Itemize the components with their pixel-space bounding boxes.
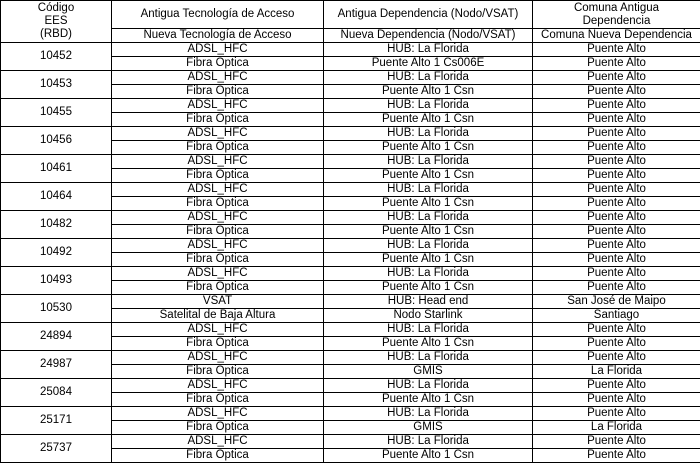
cell-new-dependency: GMIS <box>324 365 533 379</box>
header-new-comuna: Comuna Nueva Dependencia <box>533 29 700 43</box>
cell-new-dependency: GMIS <box>324 421 533 435</box>
cell-code: 25737 <box>1 435 112 463</box>
cell-old-tech: VSAT <box>112 295 324 309</box>
table-header <box>1 1 700 43</box>
header-old-dependency: Antigua Dependencia (Nodo/VSAT) <box>324 1 533 29</box>
cell-new-comuna: Puente Alto <box>533 281 700 295</box>
table-row-old <box>1 379 700 393</box>
cell-old-comuna: Puente Alto <box>533 267 700 281</box>
cell-old-dependency: HUB: Head end <box>324 295 533 309</box>
table-row-old <box>1 295 700 309</box>
cell-new-comuna: Puente Alto <box>533 449 700 463</box>
cell-new-dependency: Puente Alto 1 Csn <box>324 169 533 183</box>
cell-old-dependency: HUB: La Florida <box>324 183 533 197</box>
cell-new-tech: Fibra Óptica <box>112 365 324 379</box>
cell-new-dependency: Puente Alto 1 Csn <box>324 393 533 407</box>
header-old-comuna: Comuna Antigua Dependencia <box>533 1 700 29</box>
cell-new-comuna: Puente Alto <box>533 253 700 267</box>
cell-old-comuna: Puente Alto <box>533 99 700 113</box>
cell-old-comuna: Puente Alto <box>533 239 700 253</box>
table-row-old <box>1 183 700 197</box>
cell-old-tech: ADSL_HFC <box>112 267 324 281</box>
cell-new-comuna: La Florida <box>533 365 700 379</box>
table-row-old <box>1 127 700 141</box>
cell-new-tech: Fibra Óptica <box>112 197 324 211</box>
cell-new-comuna: Puente Alto <box>533 113 700 127</box>
cell-old-tech: ADSL_HFC <box>112 351 324 365</box>
cell-new-comuna: Puente Alto <box>533 393 700 407</box>
cell-old-dependency: HUB: La Florida <box>324 127 533 141</box>
cell-old-tech: ADSL_HFC <box>112 127 324 141</box>
cell-new-tech: Fibra Óptica <box>112 253 324 267</box>
cell-old-comuna: Puente Alto <box>533 71 700 85</box>
cell-new-tech: Fibra Óptica <box>112 57 324 71</box>
cell-code: 25171 <box>1 407 112 435</box>
cell-new-tech: Fibra Óptica <box>112 337 324 351</box>
cell-new-tech: Satelital de Baja Altura <box>112 309 324 323</box>
cell-old-dependency: HUB: La Florida <box>324 99 533 113</box>
cell-old-comuna: Puente Alto <box>533 407 700 421</box>
cell-code: 25084 <box>1 379 112 407</box>
cell-old-comuna: Puente Alto <box>533 127 700 141</box>
cell-old-dependency: HUB: La Florida <box>324 267 533 281</box>
cell-old-dependency: HUB: La Florida <box>324 43 533 57</box>
header-code: Código EES (RBD) <box>1 1 112 43</box>
table-row-old <box>1 435 700 449</box>
cell-new-comuna: Puente Alto <box>533 225 700 239</box>
table-row-old <box>1 211 700 225</box>
cell-new-tech: Fibra Óptica <box>112 225 324 239</box>
cell-old-dependency: HUB: La Florida <box>324 351 533 365</box>
cell-new-dependency: Puente Alto 1 Csn <box>324 85 533 99</box>
cell-new-dependency: Puente Alto 1 Csn <box>324 197 533 211</box>
table-row-old <box>1 155 700 169</box>
cell-old-tech: ADSL_HFC <box>112 323 324 337</box>
cell-code: 24987 <box>1 351 112 379</box>
cell-new-dependency: Puente Alto 1 Csn <box>324 141 533 155</box>
cell-old-tech: ADSL_HFC <box>112 379 324 393</box>
cell-old-dependency: HUB: La Florida <box>324 155 533 169</box>
cell-old-dependency: HUB: La Florida <box>324 323 533 337</box>
cell-old-dependency: HUB: La Florida <box>324 71 533 85</box>
cell-new-dependency: Puente Alto 1 Csn <box>324 253 533 267</box>
cell-code: 10453 <box>1 71 112 99</box>
cell-code: 10452 <box>1 43 112 71</box>
cell-new-comuna: Puente Alto <box>533 57 700 71</box>
cell-old-comuna: Puente Alto <box>533 211 700 225</box>
cell-new-comuna: Santiago <box>533 309 700 323</box>
cell-old-comuna: San José de Maipo <box>533 295 700 309</box>
cell-code: 24894 <box>1 323 112 351</box>
cell-new-comuna: Puente Alto <box>533 337 700 351</box>
cell-old-tech: ADSL_HFC <box>112 99 324 113</box>
cell-new-tech: Fibra Óptica <box>112 393 324 407</box>
table-row-old <box>1 407 700 421</box>
cell-old-comuna: Puente Alto <box>533 379 700 393</box>
cell-old-comuna: Puente Alto <box>533 43 700 57</box>
cell-old-tech: ADSL_HFC <box>112 239 324 253</box>
cell-code: 10464 <box>1 183 112 211</box>
header-new-dependency: Nueva Dependencia (Nodo/VSAT) <box>324 29 533 43</box>
cell-new-tech: Fibra Óptica <box>112 85 324 99</box>
table-row-old <box>1 323 700 337</box>
table-row-old <box>1 71 700 85</box>
cell-code: 10456 <box>1 127 112 155</box>
table-body <box>1 43 700 463</box>
cell-new-tech: Fibra Óptica <box>112 169 324 183</box>
cell-old-dependency: HUB: La Florida <box>324 407 533 421</box>
cell-new-dependency: Puente Alto 1 Csn <box>324 449 533 463</box>
cell-old-comuna: Puente Alto <box>533 155 700 169</box>
cell-new-tech: Fibra Óptica <box>112 421 324 435</box>
cell-code: 10455 <box>1 99 112 127</box>
cell-old-dependency: HUB: La Florida <box>324 435 533 449</box>
header-old-tech: Antigua Tecnología de Acceso <box>112 1 324 29</box>
cell-old-dependency: HUB: La Florida <box>324 211 533 225</box>
cell-old-dependency: HUB: La Florida <box>324 379 533 393</box>
cell-old-tech: ADSL_HFC <box>112 407 324 421</box>
cell-new-dependency: Puente Alto 1 Csn <box>324 337 533 351</box>
cell-new-dependency: Puente Alto 1 Cs006E <box>324 57 533 71</box>
cell-new-tech: Fibra Óptica <box>112 141 324 155</box>
cell-new-comuna: Puente Alto <box>533 169 700 183</box>
cell-new-dependency: Puente Alto 1 Csn <box>324 113 533 127</box>
cell-old-comuna: Puente Alto <box>533 323 700 337</box>
cell-new-comuna: Puente Alto <box>533 141 700 155</box>
cell-code: 10493 <box>1 267 112 295</box>
cell-new-dependency: Puente Alto 1 Csn <box>324 225 533 239</box>
cell-old-tech: ADSL_HFC <box>112 155 324 169</box>
cell-new-tech: Fibra Óptica <box>112 281 324 295</box>
cell-old-tech: ADSL_HFC <box>112 211 324 225</box>
header-new-tech: Nueva Tecnología de Acceso <box>112 29 324 43</box>
cell-old-tech: ADSL_HFC <box>112 183 324 197</box>
cell-old-comuna: Puente Alto <box>533 183 700 197</box>
table-row-old <box>1 267 700 281</box>
cell-new-tech: Fibra Óptica <box>112 113 324 127</box>
cell-new-comuna: Puente Alto <box>533 85 700 99</box>
cell-new-dependency: Puente Alto 1 Csn <box>324 281 533 295</box>
cell-code: 10482 <box>1 211 112 239</box>
cell-old-comuna: Puente Alto <box>533 435 700 449</box>
table-row-old <box>1 351 700 365</box>
cell-code: 10492 <box>1 239 112 267</box>
header-row-old <box>1 1 700 29</box>
table-row-old <box>1 239 700 253</box>
cell-old-comuna: Puente Alto <box>533 351 700 365</box>
cell-new-dependency: Nodo Starlink <box>324 309 533 323</box>
cell-new-comuna: Puente Alto <box>533 197 700 211</box>
cell-code: 10530 <box>1 295 112 323</box>
cell-old-dependency: HUB: La Florida <box>324 239 533 253</box>
cell-old-tech: ADSL_HFC <box>112 435 324 449</box>
cell-code: 10461 <box>1 155 112 183</box>
cell-new-tech: Fibra Óptica <box>112 449 324 463</box>
table-row-old <box>1 99 700 113</box>
cell-old-tech: ADSL_HFC <box>112 43 324 57</box>
table-row-old <box>1 43 700 57</box>
cell-new-comuna: La Florida <box>533 421 700 435</box>
cell-old-tech: ADSL_HFC <box>112 71 324 85</box>
